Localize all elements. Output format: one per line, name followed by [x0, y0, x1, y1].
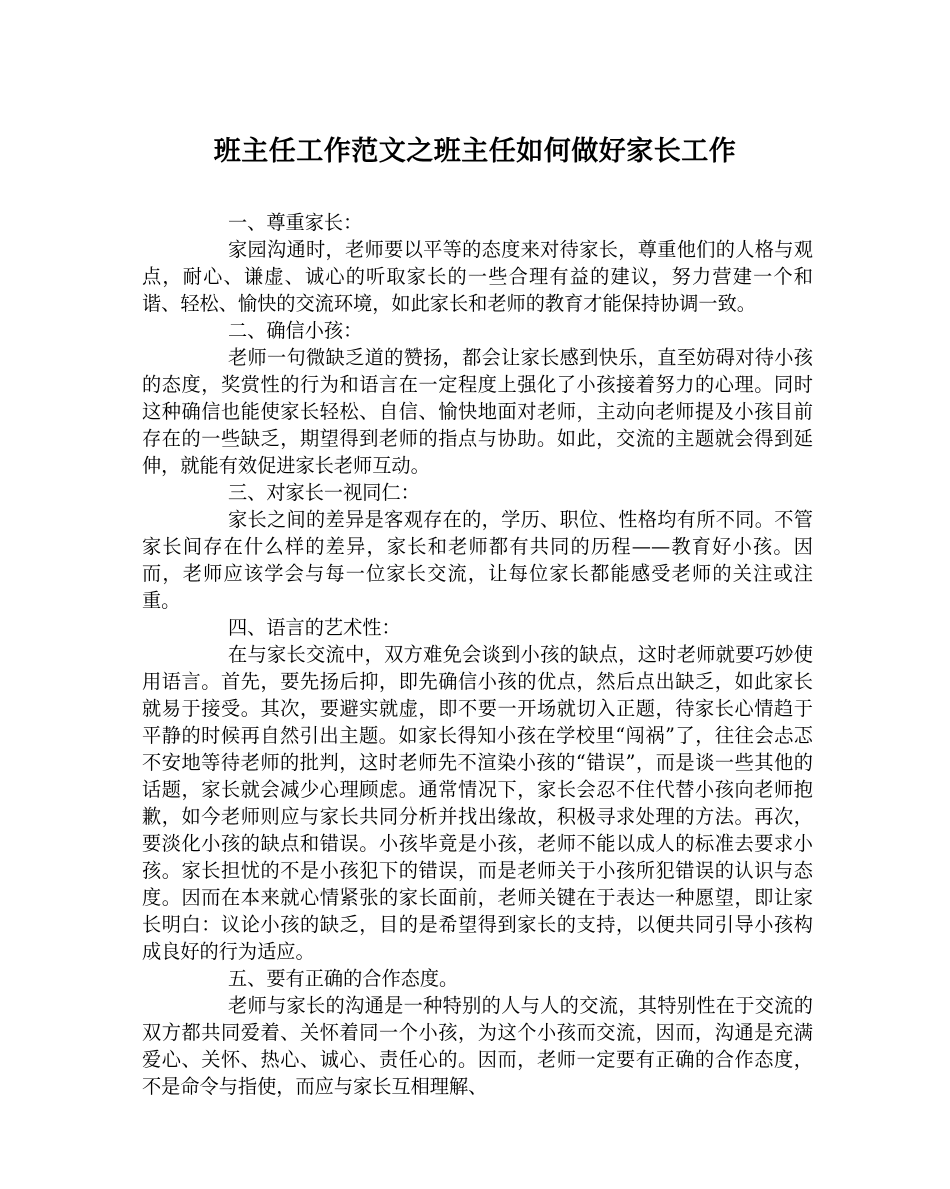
- section-heading-4: 四、语言的艺术性：: [228, 616, 401, 639]
- paragraph-5: 老师与家长的沟通是一种特别的人与人的交流，其特别性在于交流的双方都共同爱着、关怀着同一个小孩，为这个小孩而交流，因而，沟通是充满爱心、关怀、热心、诚心、责任心的。因而，老师一定要有正确的合作态度，不是命令与指使，而应与家长互相理解、: [142, 994, 813, 1098]
- section-heading-1: 一、尊重家长：: [228, 211, 363, 234]
- document-title: 班主任工作范文之班主任如何做好家长工作: [213, 136, 737, 167]
- paragraph-3: 家长之间的差异是客观存在的，学历、职位、性格均有所不同。不管家长间存在什么样的差异，家长和老师都有共同的历程——教育好小孩。因而，老师应该学会与每一位家长交流，让每位家长都能感受老师的关注或注重。: [142, 508, 813, 612]
- paragraph-2: 老师一句微缺乏道的赞扬，都会让家长感到快乐，直至妨碍对待小孩的态度，奖赏性的行为和语言在一定程度上强化了小孩接着努力的心理。同时这种确信也能使家长轻松、自信、愉快地面对老师，主动向老师提及小孩目前存在的一些缺乏，期望得到老师的指点与协助。如此，交流的主题就会得到延伸，就能有效促进家长老师互动。: [142, 346, 813, 477]
- section-heading-3: 三、对家长一视同仁：: [228, 481, 420, 504]
- section-heading-5: 五、要有正确的合作态度。: [228, 967, 459, 990]
- section-heading-2: 二、确信小孩：: [228, 319, 363, 342]
- paragraph-1: 家园沟通时，老师要以平等的态度来对待家长，尊重他们的人格与观点，耐心、谦虚、诚心的听取家长的一些合理有益的建议，努力营建一个和谐、轻松、愉快的交流环境，如此家长和老师的教育才能保持协调一致。: [142, 238, 813, 315]
- document-body: [142, 209, 813, 1100]
- paragraph-4: 在与家长交流中，双方难免会谈到小孩的缺点，这时老师就要巧妙使用语言。首先，要先扬后抑，即先确信小孩的优点，然后点出缺乏，如此家长就易于接受。其次，要避实就虚，即不要一开场就切入正题，待家长心情趋于平静的时候再自然引出主题。如家长得知小孩在学校里“闯祸”了，往往会忐忑不安地等待老师的批判，这时老师先不渲染小孩的“错误”，而是谈一些其他的话题，家长就会减少心理顾虑。通常情况下，家长会忍不住代替小孩向老师抱歉，如今老师则应与家长共同分析并找出缘故，积极寻求处理的方法。再次，要淡化小孩的缺点和错误。小孩毕竟是小孩，老师不能以成人的标准去要求小孩。家长担忧的不是小孩犯下的错误，而是老师关于小孩所犯错误的认识与态度。因而在本来就心情紧张的家长面前，老师关键在于表达一种愿望，即让家长明白：议论小孩的缺乏，目的是希望得到家长的支持，以便共同引导小孩构成良好的行为适应。: [142, 643, 813, 963]
